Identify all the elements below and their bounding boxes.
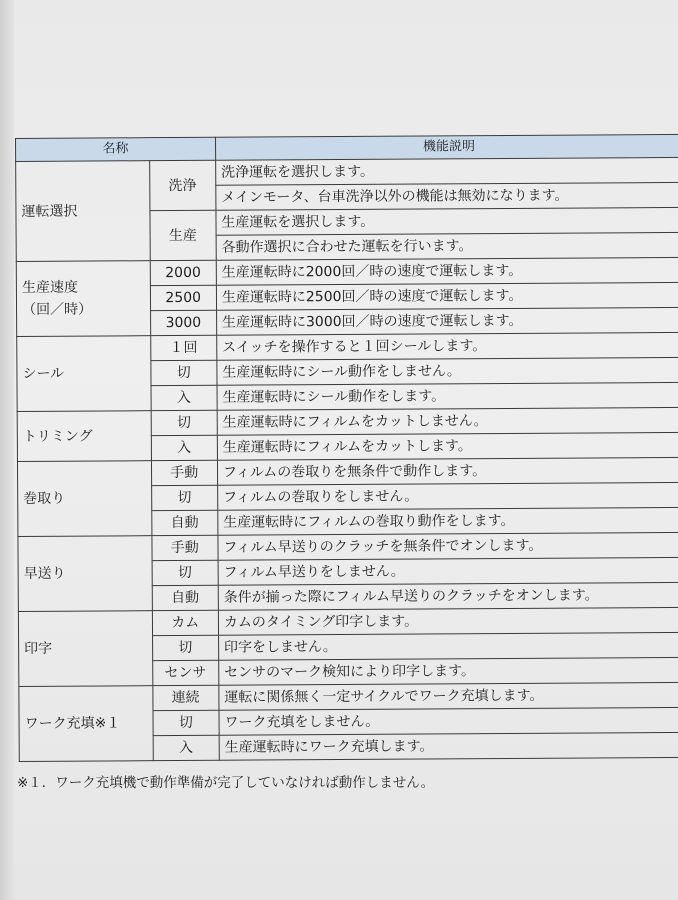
option-cell: 入 <box>151 385 217 410</box>
option-cell: 3000 <box>150 310 216 335</box>
option-cell: 切 <box>152 635 218 660</box>
function-name: トリミング <box>22 428 93 445</box>
description-cell: ワーク充填をしません。 <box>219 707 678 735</box>
description-cell: 生産運転時にフィルムをカットしません。 <box>217 407 678 435</box>
description-cell: カムのタイミング印字します。 <box>218 607 678 635</box>
footnote: ※１．ワーク充填機で動作準備が完了していなければ動作しません。 <box>17 775 435 791</box>
option-cell: 入 <box>153 735 219 760</box>
function-name: 巻取り <box>23 490 66 507</box>
function-name-cell <box>17 336 151 412</box>
description-cell: 生産運転時にワーク充填します。 <box>219 732 678 760</box>
header-description: 機能説明 <box>215 134 678 160</box>
function-name: 生産速度 <box>21 279 78 296</box>
description-cell: フィルム早送りのクラッチを無条件でオンします。 <box>218 532 678 560</box>
description-cell: 生産運転時に2000回／時の速度で運転します。 <box>216 257 678 285</box>
spec-table <box>15 134 678 762</box>
spec-body <box>16 157 678 761</box>
header-name: 名称 <box>16 137 216 161</box>
description-cell: 条件が揃った際にフィルム早送りのクラッチをオンします。 <box>218 582 678 610</box>
option-cell: 自動 <box>151 510 217 535</box>
function-name-cell <box>18 536 152 612</box>
function-name-cell <box>18 611 152 687</box>
description-cell: 生産運転時にシール動作をします。 <box>217 382 678 410</box>
description-cell: フィルムの巻取りを無条件で動作します。 <box>217 457 678 485</box>
description-cell: 洗浄運転を選択します。 <box>216 157 678 185</box>
function-name-cell <box>16 161 150 262</box>
option-cell: 生産 <box>150 210 217 260</box>
function-name-cell <box>19 686 153 762</box>
function-name-cell <box>17 411 151 462</box>
option-cell: 切 <box>152 560 218 585</box>
description-cell: スイッチを操作すると１回シールします。 <box>217 332 678 360</box>
option-cell: 入 <box>151 435 217 460</box>
description-cell: 生産運転時にシール動作をしません。 <box>217 357 678 385</box>
description-cell: 生産運転時に3000回／時の速度で運転します。 <box>216 307 678 335</box>
option-cell: 洗浄 <box>149 160 216 210</box>
option-cell: 2500 <box>150 285 216 310</box>
description-cell: フィルムの巻取りをしません。 <box>218 482 678 510</box>
function-name: 印字 <box>24 640 53 657</box>
option-cell: 自動 <box>152 585 218 610</box>
description-cell: 運転に関係無く一定サイクルでワーク充填します。 <box>219 682 678 710</box>
description-cell: 生産運転時にフィルムの巻取り動作をします。 <box>218 507 678 535</box>
description-cell: 印字をしません。 <box>218 632 678 660</box>
option-cell: 2000 <box>150 260 216 285</box>
page-edge <box>0 0 14 900</box>
description-cell: センサのマーク検知により印字します。 <box>219 657 678 685</box>
function-name-unit: （回／時） <box>22 301 93 318</box>
description-cell: 各動作選択に合わせた運転を行います。 <box>216 232 678 260</box>
option-cell: 連続 <box>152 685 218 710</box>
option-cell: １回 <box>150 335 216 360</box>
function-name: シール <box>22 365 65 382</box>
option-cell: 切 <box>153 710 219 735</box>
description-cell: 生産運転時に2500回／時の速度で運転します。 <box>216 282 678 310</box>
option-cell: センサ <box>152 660 218 685</box>
option-cell: カム <box>152 610 218 635</box>
option-cell: 切 <box>150 360 216 385</box>
function-name: 運転選択 <box>21 203 78 220</box>
description-cell: 生産運転を選択します。 <box>216 207 678 235</box>
option-cell: 切 <box>151 485 217 510</box>
function-name: ワーク充填※１ <box>24 715 121 732</box>
description-cell: 生産運転時にフィルムをカットします。 <box>217 432 678 460</box>
option-cell: 手動 <box>152 535 218 560</box>
function-name: 早送り <box>23 565 66 582</box>
description-cell: フィルム早送りをしません。 <box>218 557 678 585</box>
function-name-cell <box>16 261 150 337</box>
option-cell: 切 <box>151 410 217 435</box>
function-name-cell <box>17 461 151 537</box>
description-cell: メインモータ、台車洗浄以外の機能は無効になります。 <box>216 182 678 210</box>
option-cell: 手動 <box>151 460 217 485</box>
